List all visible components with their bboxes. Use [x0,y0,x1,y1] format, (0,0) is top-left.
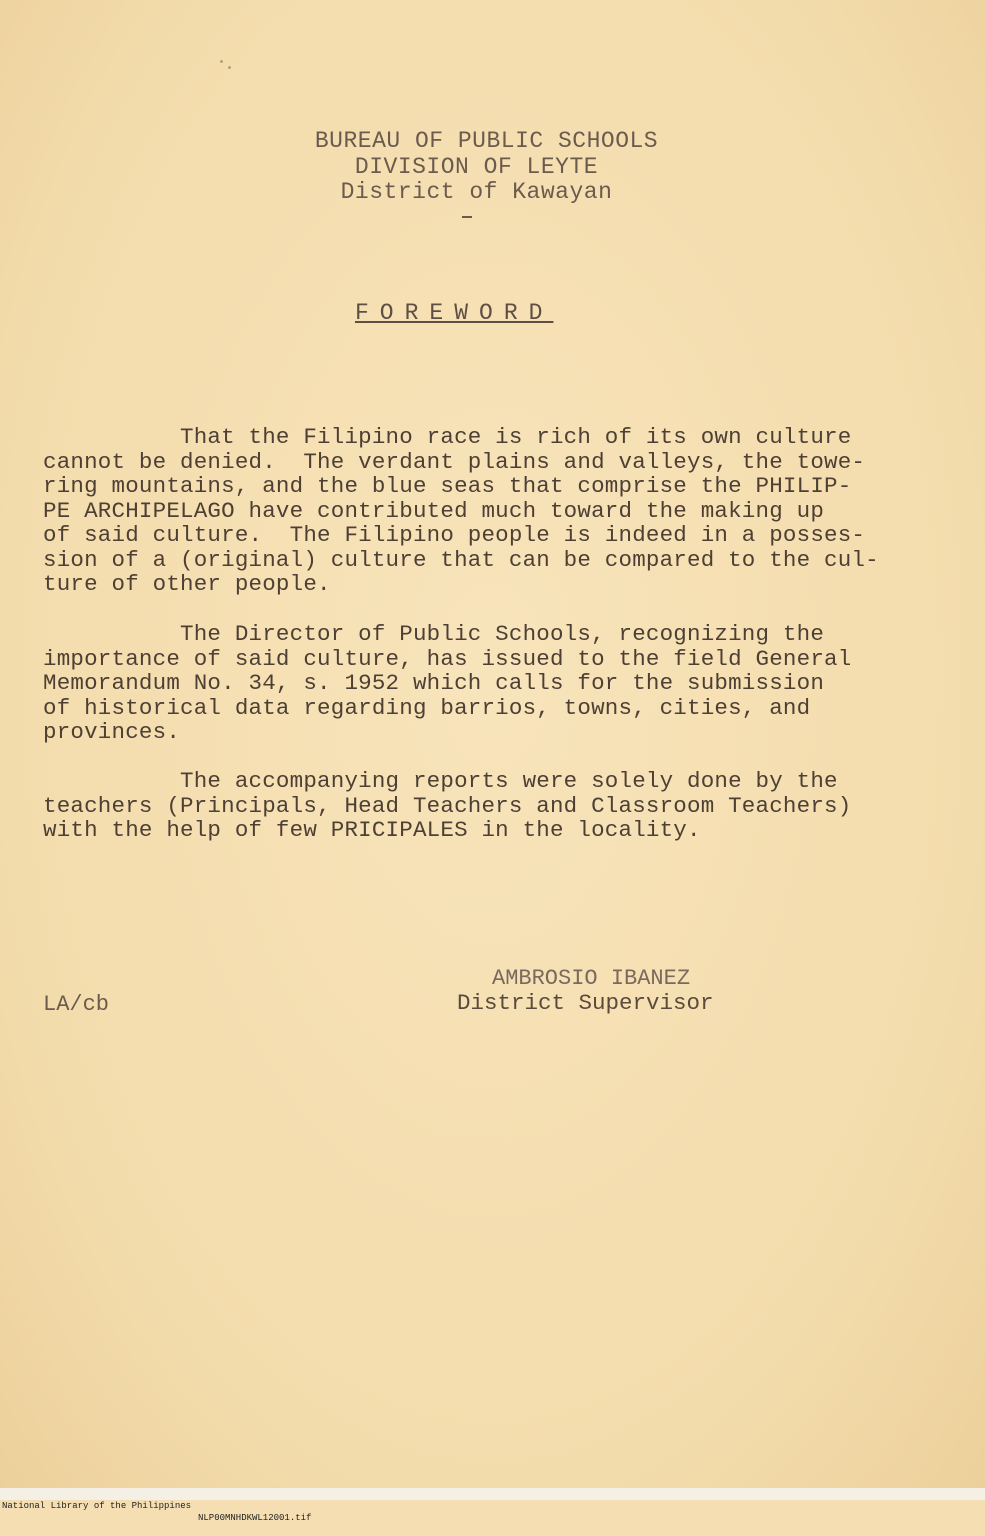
scan-footer [0,1488,985,1523]
signatory-name: AMBROSIO IBANEZ [492,966,691,991]
paper-speck [220,60,223,63]
header-dash [462,216,472,218]
footer-library: National Library of the Philippines [2,1501,192,1511]
header-bureau: BUREAU OF PUBLIC SCHOOLS [314,128,659,154]
paragraph-1: That the Filipino race is rich of its own culture cannot be denied. The verdant plains and valleys, the towe- ring mountains, and the blue seas that comprise the PHILIP- PE ARCHIPELAGO have contributed much toward the making up of said culture. The Filipino people is indeed in a posses- sion of a (original) culture that can be compared to the cul- ture of other people. [43,424,879,597]
paper-speck [228,66,231,69]
typist-initials: LA/cb [43,992,110,1017]
header-division: DIVISION OF LEYTE [354,154,599,180]
signatory-title: District Supervisor [457,990,714,1016]
page-title: FOREWORD [355,300,554,326]
paragraph-3: The accompanying reports were solely done by the teachers (Principals, Head Teachers and Classroom Teachers) with the help of few PRICIPALES in the locality. [43,768,852,843]
paragraph-2: The Director of Public Schools, recognizing the importance of said culture, has issued to the field General Memorandum No. 34, s. 1952 which calls for the submission of historical data regarding barrios, towns, cities, and provinces. [43,621,852,745]
footer-filename: NLP00MNHDKWL12001.tif [198,1513,312,1523]
header-district: District of Kawayan [340,179,613,205]
